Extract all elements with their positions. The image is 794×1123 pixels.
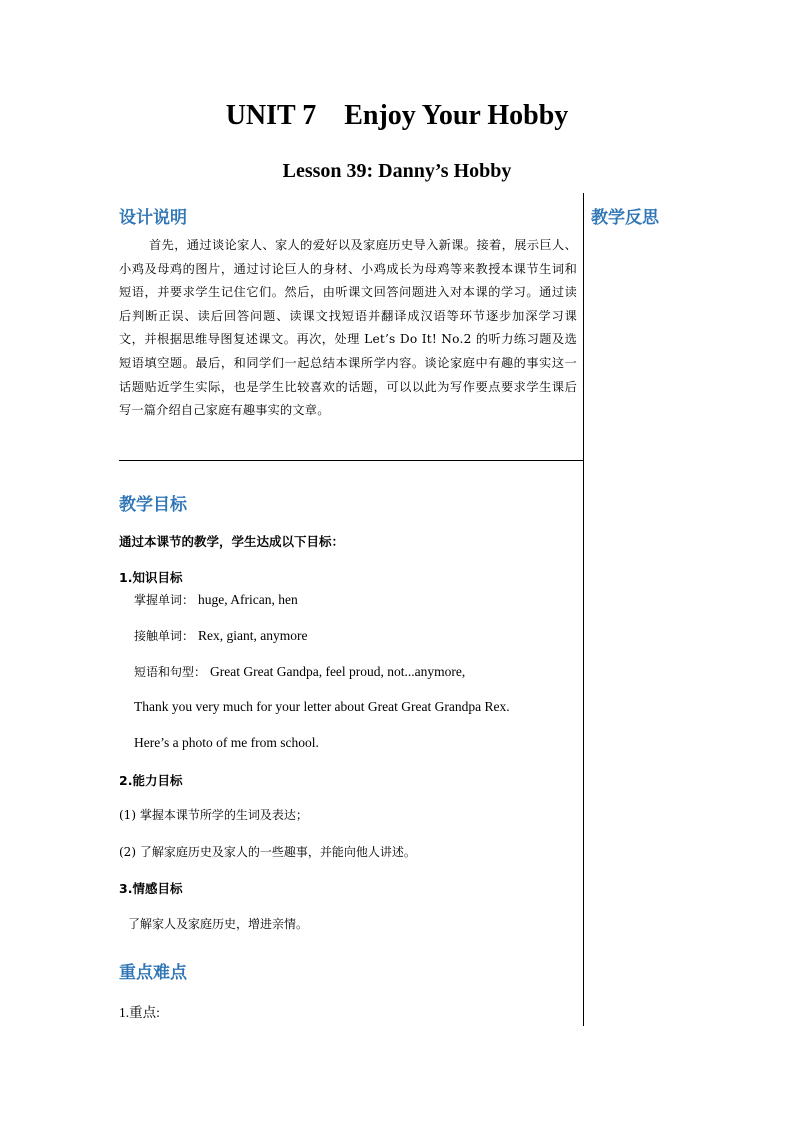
contact-words-label: 接触单词： [134, 629, 195, 643]
sentence-1: Thank you very much for your letter about Great Great Grandpa Rex. [134, 699, 510, 714]
sentence-2: Here’s a photo of me from school. [134, 735, 319, 750]
emotion-goal-title: 3.情感目标 [119, 881, 183, 896]
contact-words-line [134, 627, 307, 644]
emotion-item-1: 了解家人及家庭历史，增进亲情。 [128, 917, 309, 931]
goals-heading: 教学目标 [119, 495, 187, 515]
contact-words: Rex, giant, anymore [198, 628, 308, 643]
unit-title: UNIT 7 Enjoy Your Hobby [225, 100, 569, 131]
master-words-line [134, 591, 298, 608]
knowledge-goal-title: 1.知识目标 [119, 570, 183, 585]
design-paragraph: 首先，通过谈论家人、家人的爱好以及家庭历史导入新课。接着，展示巨人、小鸡及母鸡的图片，通过讨论巨人的身材、小鸡成长为母鸡等来教授本课节生词和短语，并要求学生记住它们。然后，由听课文回答问题进入对本课的学习。通过读后判断正误、读后回答问题、读课文找短语并翻译成汉语等环节逐步加深学习课文，并根据思维导图复述课文。再次，处理 Let’s Do It! No.2 的听力练习题及选短语填空题。最后，和同学们一起总结本课所学内容。谈论家庭中有趣的事实这一话题贴近学生实际，也是学生比较喜欢的话题，可以以此为写作要点要求学生课后写一篇介绍自己家庭有趣事实的文章。 [119, 238, 577, 418]
section-divider [119, 460, 583, 461]
master-words: huge, African, hen [198, 592, 298, 607]
ability-item-2: (2) 了解家庭历史及家人的一些趣事，并能向他人讲述。 [119, 845, 416, 859]
ability-goal-title: 2.能力目标 [119, 773, 183, 788]
phrases: Great Great Gandpa, feel proud, not...anymore, [210, 664, 466, 679]
key-points-heading: 重点难点 [119, 963, 187, 983]
master-words-label: 掌握单词： [134, 593, 195, 607]
phrases-line [134, 663, 465, 680]
column-divider [583, 193, 584, 1026]
ability-item-1: (1) 掌握本课节所学的生词及表达； [119, 808, 308, 822]
key-point-1: 1.重点: [119, 1005, 160, 1020]
goals-intro: 通过本课节的教学，学生达成以下目标： [119, 534, 345, 549]
lesson-title: Lesson 39: Danny’s Hobby [282, 160, 512, 182]
reflection-heading: 教学反思 [591, 208, 659, 228]
design-heading: 设计说明 [119, 208, 187, 228]
phrases-label: 短语和句型： [134, 665, 207, 679]
